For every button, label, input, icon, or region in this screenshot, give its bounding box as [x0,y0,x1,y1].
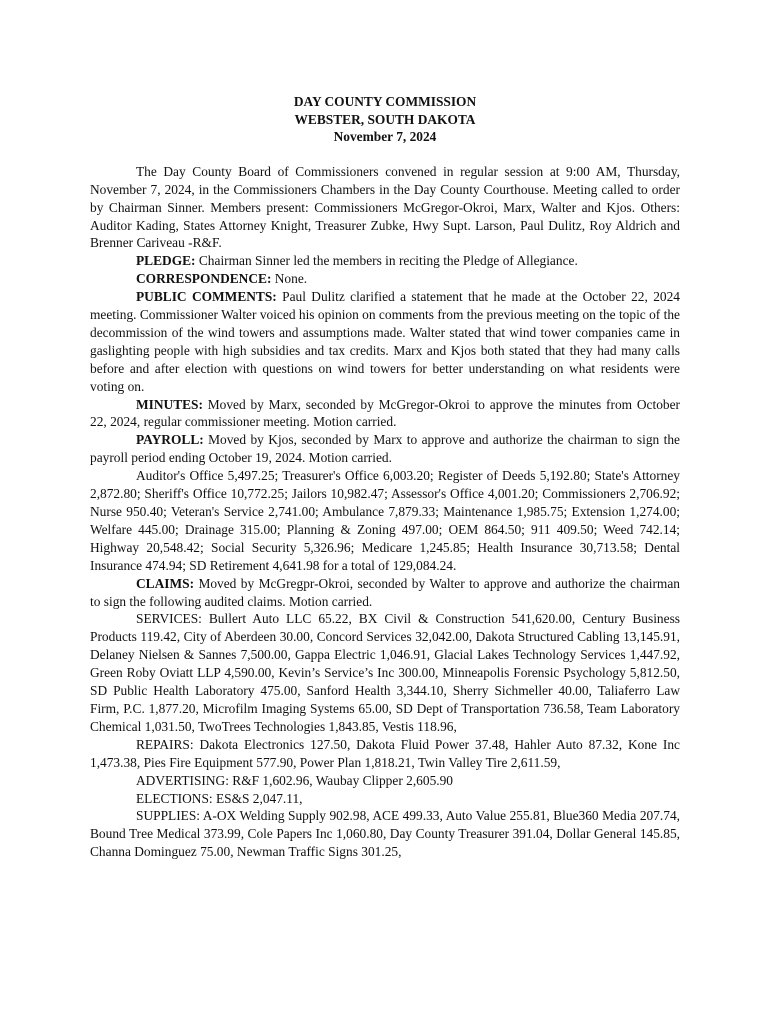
public-comments-label: PUBLIC COMMENTS: [136,289,277,305]
correspondence-label: CORRESPONDENCE: [136,271,272,287]
supplies-paragraph: SUPPLIES: A-OX Welding Supply 902.98, ACE 499.33, Auto Value 255.81, Blue360 Media 207.74, Bound Tree Medical 373.99, Cole Papers Inc 1,060.80, Day County Treasurer 391.04, Dollar General 145.85, Channa Dominguez 75.00, Newman Traffic Signs 301.25, [90,808,680,860]
payroll-text: Moved by Kjos, seconded by Marx to approve and authorize the chairman to sign the payroll period ending October 19, 2024. Motion carried. [90,432,680,466]
pledge-paragraph [90,252,680,270]
payroll-detail-paragraph: Auditor's Office 5,497.25; Treasurer's Office 6,003.20; Register of Deeds 5,192.80; State's Attorney 2,872.80; Sheriff's Office 10,772.25; Jailors 10,982.47; Assessor's Office 4,001.20; Commissioners 2,706.92; Nurse 950.40; Veteran's Service 2,741.00; Ambulance 7,879.33; Maintenance 1,985.75; Extension 1,274.00; Welfare 445.00; Drainage 315.00; Planning & Zoning 497.00; OEM 864.50; 911 409.50; Weed 742.14; Highway 20,548.42; Social Security 5,326.96; Medicare 1,245.85; Health Insurance 30,713.58; Dental Insurance 474.94; SD Retirement 4,641.98 for a total of 129,084.24. [90,468,680,573]
pledge-label: PLEDGE: [136,253,196,269]
public-comments-text: Paul Dulitz clarified a statement that he made at the October 22, 2024 meeting. Commissioner Walter voiced his opinion on comments from the previous meeting on the topic of the decommission of the wind towers and assumptions made. Walter stated that wind tower companies came in gaslighting people with high subsidies and tax credits. Marx and Kjos both stated that they had many calls before and after election with questions on wind towers for better understanding on what residents were voting on. [90,289,680,394]
correspondence-paragraph [90,270,680,288]
services-paragraph: SERVICES: Bullert Auto LLC 65.22, BX Civil & Construction 541,620.00, Century Business Products 119.42, City of Aberdeen 30.00, Concord Services 32,042.00, Dakota Structured Cabling 13,145.91, Delaney Nielsen & Sannes 7,500.00, Gappa Electric 1,046.91, Glacial Lakes Technology Services 1,447.92, Green Roby Oviatt LLP 4,590.00, Kevin’s Service’s Inc 300.00, Minneapolis Forensic Psychology 5,812.50, SD Public Health Laboratory 475.00, Sanford Health 3,344.10, Sherry Sichmeller 40.00, Taliaferro Law Firm, P.C. 1,877.20, Microfilm Imaging Systems 65.00, SD Dept of Transportation 736.58, Team Laboratory Chemical 1,031.50, TwoTrees Technologies 1,843.85, Vestis 118.96, [90,611,680,734]
header-date: November 7, 2024 [333,129,437,145]
claims-label: CLAIMS: [136,575,195,591]
claims-text: Moved by McGregpr-Okroi, seconded by Walter to approve and authorize the chairman to sign the following audited claims. Motion carried. [90,575,680,609]
pledge-text: Chairman Sinner led the members in reciting the Pledge of Allegiance. [195,253,578,269]
correspondence-text: None. [271,271,308,287]
minutes-text: Moved by Marx, seconded by McGregor-Okroi to approve the minutes from October 22, 2024, regular commissioner meeting. Motion carried. [90,396,680,430]
payroll-label: PAYROLL: [136,432,204,448]
minutes-paragraph [90,396,680,432]
intro-paragraph: The Day County Board of Commissioners convened in regular session at 9:00 AM, Thursday, November 7, 2024, in the Commissioners Chambers in the Day County Courthouse. Meeting called to order by Chairman Sinner. Members present: Commissioners McGregor-Okroi, Marx, Walter and Kjos. Others: Auditor Kading, States Attorney Knight, Treasurer Zubke, Hwy Supt. Larson, Paul Dulitz, Roy Aldrich and Brenner Cariveau -R&F. [90,163,680,251]
payroll-paragraph [90,431,680,467]
document-header [90,93,680,146]
claims-paragraph [90,575,680,611]
repairs-paragraph: REPAIRS: Dakota Electronics 127.50, Dakota Fluid Power 37.48, Hahler Auto 87.32, Kone Inc 1,473.38, Pies Fire Equipment 577.90, Power Plan 1,818.21, Twin Valley Tire 2,611.59, [90,736,680,770]
elections-paragraph: ELECTIONS: ES&S 2,047.11, [136,790,303,806]
advertising-paragraph: ADVERTISING: R&F 1,602.96, Waubay Clipper 2,605.90 [136,772,453,788]
minutes-label: MINUTES: [136,396,203,412]
document-page [90,93,680,861]
header-title: DAY COUNTY COMMISSION [293,94,477,109]
public-comments-paragraph [90,288,680,395]
header-location: WEBSTER, SOUTH DAKOTA [294,111,476,127]
